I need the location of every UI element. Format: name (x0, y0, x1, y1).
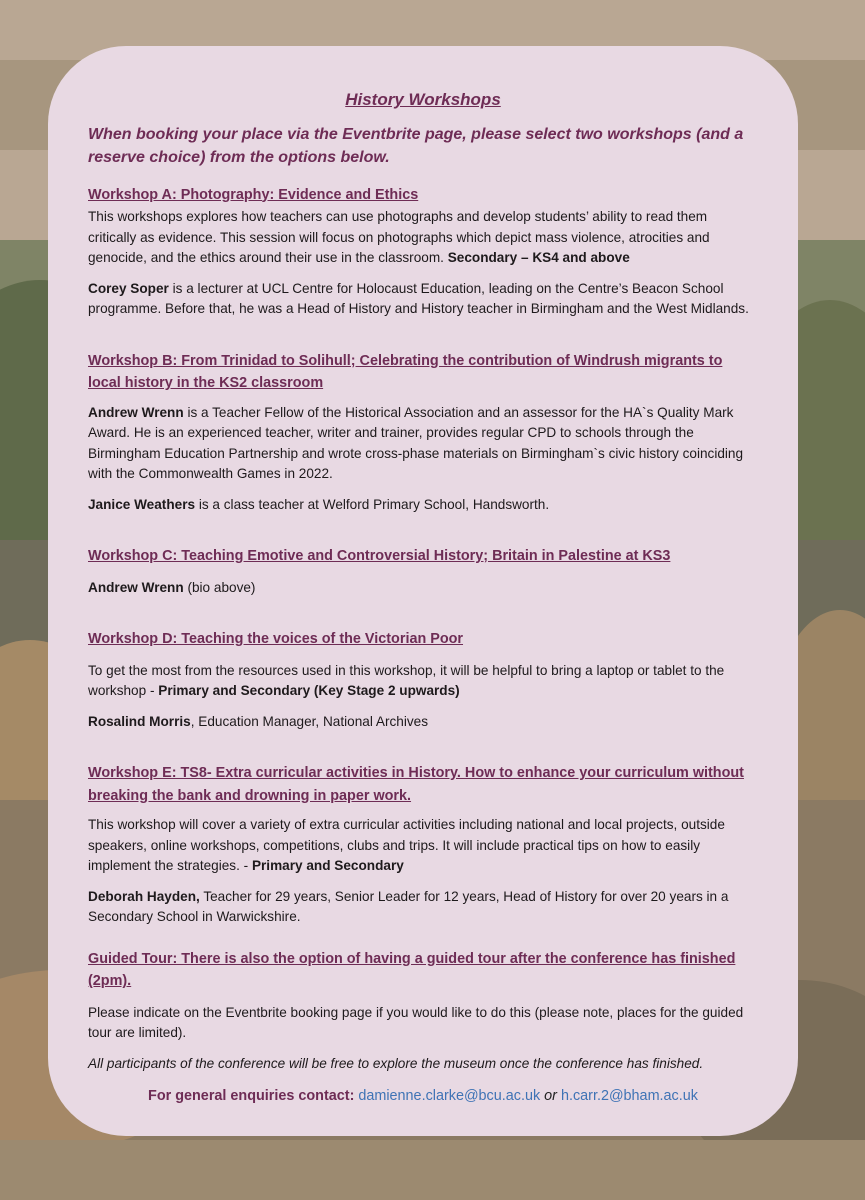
presenter-name: Corey Soper (88, 280, 169, 296)
guided-tour-note: All participants of the conference will be free to explore the museum once the conference has finished. (88, 1055, 704, 1071)
presenter-name: Janice Weathers (88, 496, 196, 512)
presenter-bio: is a Teacher Fellow of the Historical Association and an assessor for the HA`s Quality Mark Award. He is an experienced teacher, writer and trainer, provides regular CPD to schools through the Birmingham Education Partnership and wrote cross-phase materials on Birmingham`s civic history coinciding with the Commonwealth Games in 2022. (88, 404, 744, 481)
workshop-b-heading: Workshop B: From Trinidad to Solihull; Celebrating the contribution of Windrush migrants to local history in the KS2 classroom (88, 352, 723, 391)
workshop-a (88, 184, 758, 320)
guided-tour-text: Please indicate on the Eventbrite booking page if you would like to do this (please note, places for the guided tour are limited). (88, 1004, 744, 1040)
contact-label: For general enquiries contact: (148, 1088, 359, 1104)
email-link-1[interactable]: damienne.clarke@bcu.ac.uk (358, 1088, 541, 1104)
workshop-b-presenter-2 (88, 495, 758, 516)
workshop-c-presenter (88, 578, 758, 599)
workshop-e-presenter (88, 887, 758, 928)
workshop-e (88, 762, 758, 928)
workshop-d (88, 628, 758, 732)
workshop-b-presenter-1 (88, 403, 758, 485)
page-title: History Workshops (345, 90, 501, 109)
contact-or: or (540, 1088, 561, 1104)
workshop-d-level: Primary and Secondary (Key Stage 2 upwards) (158, 683, 460, 698)
workshop-d-heading: Workshop D: Teaching the voices of the Victorian Poor (88, 631, 464, 647)
workshop-c-heading: Workshop C: Teaching Emotive and Controversial History; Britain in Palestine at KS3 (88, 548, 671, 564)
intro-text: When booking your place via the Eventbrite page, please select two workshops (and a reserve choice) from the options below. (88, 125, 744, 166)
presenter-bio: Teacher for 29 years, Senior Leader for 12 years, Head of History for over 20 years in a Secondary School in Warwickshire. (88, 888, 729, 924)
presenter-bio: (bio above) (183, 579, 256, 595)
workshop-e-heading: Workshop E: TS8- Extra curricular activities in History. How to enhance your curriculum without breaking the bank and drowning in paper work. (88, 765, 744, 804)
guided-tour (88, 948, 758, 1075)
presenter-bio: is a lecturer at UCL Centre for Holocaust Education, leading on the Centre’s Beacon School programme. Before that, he was a Head of History and History teacher in Birmingham and the West Midlands. (88, 280, 749, 316)
contact-line (48, 1086, 798, 1107)
workshop-d-presenter (88, 712, 758, 733)
workshop-a-description (88, 207, 758, 269)
presenter-name: Deborah Hayden, (88, 888, 200, 904)
workshop-e-level: Primary and Secondary (251, 858, 404, 873)
presenter-name: Andrew Wrenn (88, 579, 184, 595)
workshop-a-desc-text: This workshops explores how teachers can use photographs and develop students’ ability to read them critically as evidence. This session will focus on photographs which depict mass violence, atrocities and genocide, and the ethics around their use in the classroom. (88, 209, 710, 265)
guided-tour-heading: Guided Tour: There is also the option of having a guided tour after the conference has finished (2pm). (88, 950, 736, 989)
info-card (48, 46, 798, 1136)
presenter-bio: is a class teacher at Welford Primary School, Handsworth. (195, 496, 550, 512)
workshop-d-desc-text: To get the most from the resources used in this workshop, it will be helpful to bring a laptop or tablet to the workshop - (88, 662, 725, 698)
presenter-name: Rosalind Morris (88, 713, 191, 729)
workshop-a-presenter (88, 279, 758, 320)
workshop-d-description (88, 661, 758, 702)
workshop-e-desc-text: This workshop will cover a variety of extra curricular activities including national and local projects, outside speakers, online workshops, competitions, clubs and trips. It will include practical tips on how to easily implement the strategies. - (88, 817, 725, 873)
workshop-a-heading: Workshop A: Photography: Evidence and Ethics (88, 186, 419, 203)
workshop-a-level: Secondary – KS4 and above (447, 250, 630, 265)
workshop-c (88, 545, 758, 598)
presenter-name: Andrew Wrenn (88, 404, 184, 420)
workshop-e-description (88, 815, 758, 877)
workshop-b (88, 350, 758, 516)
email-link-2[interactable]: h.carr.2@bham.ac.uk (560, 1088, 698, 1104)
presenter-bio: , Education Manager, National Archives (190, 713, 429, 729)
